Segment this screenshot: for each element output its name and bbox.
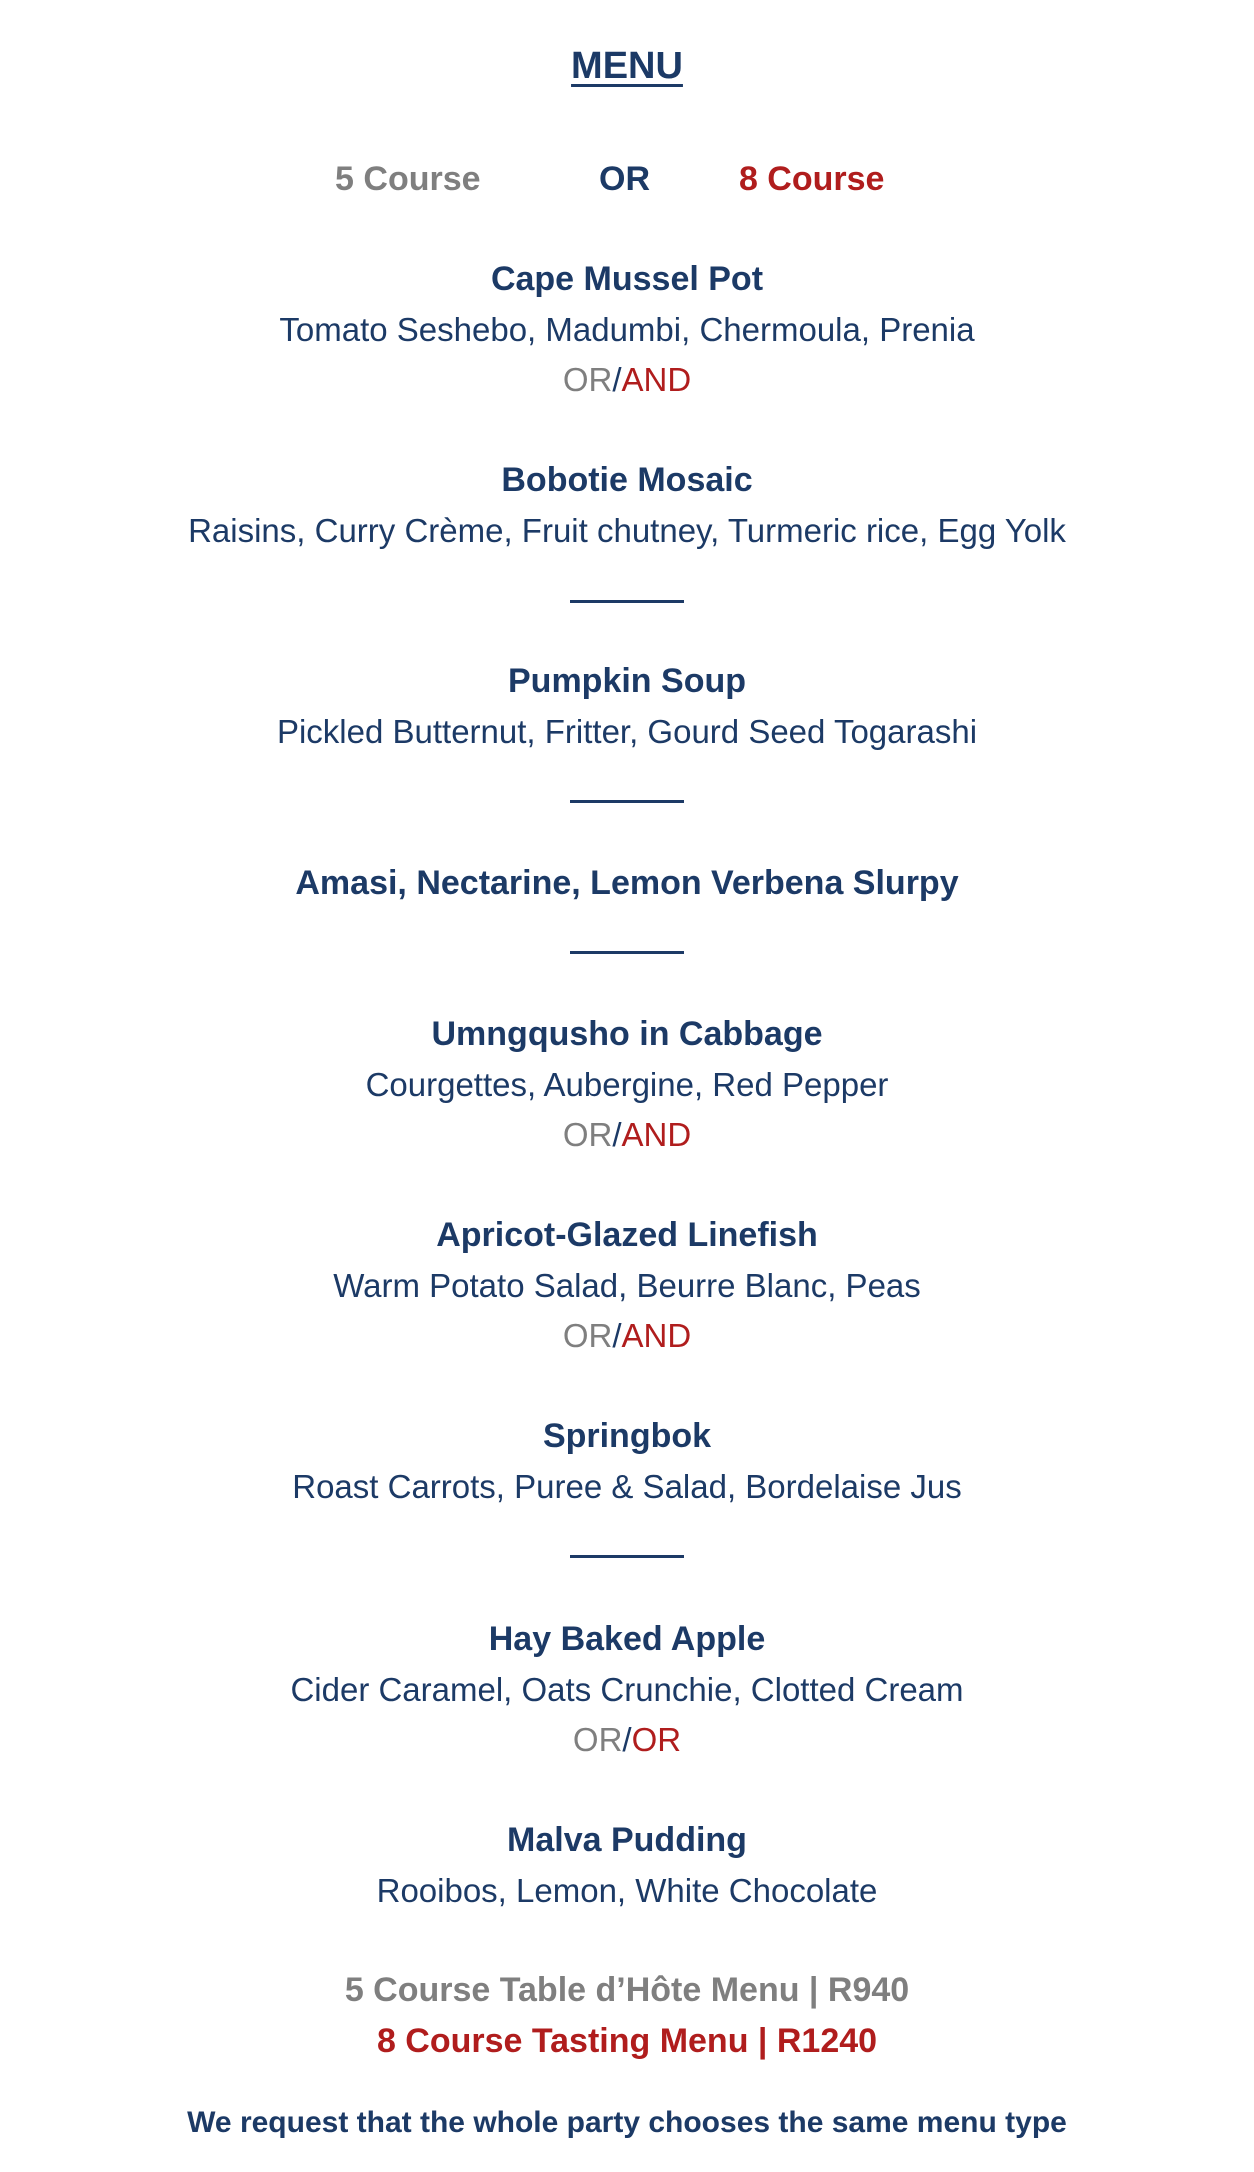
connector-and: AND xyxy=(621,361,692,398)
connector-slash: / xyxy=(622,1721,632,1758)
dish-name: Hay Baked Apple xyxy=(488,1620,766,1658)
dish-description: Courgettes, Aubergine, Red Pepper xyxy=(365,1066,889,1103)
course-divider xyxy=(570,600,684,603)
connector-or: OR xyxy=(562,1317,613,1354)
course-divider xyxy=(570,800,684,803)
dish-description: Roast Carrots, Puree & Salad, Bordelaise Jus xyxy=(292,1468,962,1505)
connector-slash: / xyxy=(612,1317,622,1354)
dish-name: Malva Pudding xyxy=(507,1821,747,1859)
or-and-connector xyxy=(0,1317,1254,1355)
connector-or: OR xyxy=(562,1116,613,1153)
party-note: We request that the whole party chooses the same menu type xyxy=(187,2106,1067,2139)
or-and-connector xyxy=(0,361,1254,399)
connector-or-alt: OR xyxy=(631,1721,682,1758)
menu-type-selector xyxy=(0,160,1254,199)
price-5-course: 5 Course Table d’Hôte Menu | R940 xyxy=(344,1971,910,2009)
dish-description: Tomato Seshebo, Madumbi, Chermoula, Prenia xyxy=(279,311,975,348)
dish-description: Cider Caramel, Oats Crunchie, Clotted Cream xyxy=(290,1671,964,1708)
option-or: OR xyxy=(599,160,650,198)
dish-description: Warm Potato Salad, Beurre Blanc, Peas xyxy=(333,1267,921,1304)
dish-name: Umngqusho in Cabbage xyxy=(431,1015,823,1053)
dish-name: Springbok xyxy=(542,1417,712,1455)
dish-description: Pickled Butternut, Fritter, Gourd Seed Togarashi xyxy=(276,713,978,750)
or-and-connector xyxy=(0,1116,1254,1154)
option-5-course: 5 Course xyxy=(335,160,481,198)
page-title: MENU xyxy=(571,45,683,87)
price-8-course: 8 Course Tasting Menu | R1240 xyxy=(376,2022,878,2060)
option-8-course: 8 Course xyxy=(738,160,885,198)
connector-or: OR xyxy=(562,361,613,398)
connector-or: OR xyxy=(572,1721,623,1758)
connector-and: AND xyxy=(621,1116,692,1153)
connector-slash: / xyxy=(612,361,622,398)
course-divider xyxy=(570,1555,684,1558)
connector-and: AND xyxy=(621,1317,692,1354)
dish-name: Bobotie Mosaic xyxy=(501,461,753,499)
connector-slash: / xyxy=(612,1116,622,1153)
dish-name: Apricot-Glazed Linefish xyxy=(436,1216,818,1254)
dish-description: Rooibos, Lemon, White Chocolate xyxy=(376,1872,878,1909)
dish-name: Pumpkin Soup xyxy=(508,662,746,700)
course-divider xyxy=(570,951,684,954)
dish-name: Cape Mussel Pot xyxy=(490,260,764,298)
or-or-connector xyxy=(0,1721,1254,1759)
dish-description: Raisins, Curry Crème, Fruit chutney, Turmeric rice, Egg Yolk xyxy=(188,512,1066,549)
dish-name: Amasi, Nectarine, Lemon Verbena Slurpy xyxy=(295,864,959,902)
